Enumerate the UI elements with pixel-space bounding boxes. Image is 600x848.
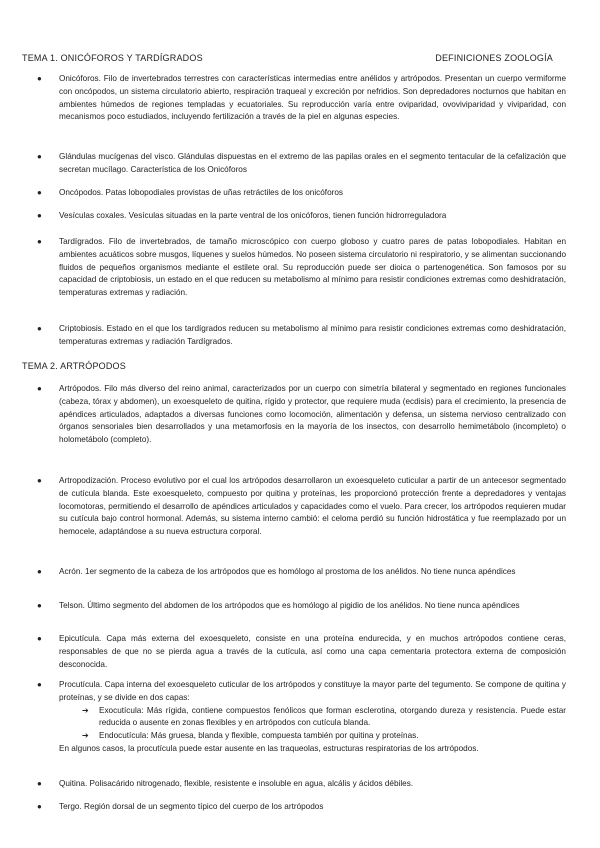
list-item [37,236,566,300]
bullet-icon: ● [37,152,42,161]
list-item [37,383,566,447]
bullet-icon: ● [37,601,42,610]
definition-text: Criptobiosis. Estado en el que los tardígrados reducen su metabolismo al mínimo para resistir condiciones extremas como deshidratación, temperaturas extremas y radiación Tardígrados. [59,324,566,346]
list-item [37,600,566,613]
definition-note: En algunos casos, la procutícula puede estar ausente en las traqueolas, estructuras respiratorias de los artrópodos. [59,743,479,753]
definition-text: Vesículas coxales. Vesículas situadas en la parte ventral de los onicóforos, tienen función hidrorreguladora [59,211,447,220]
bullet-icon: ● [37,567,42,576]
definition-text: Quitina. Polisacárido nitrogenado, flexible, resistente e insoluble en agua, alcális y ácidos débiles. [59,779,414,788]
definition-text: Artrópodos. Filo más diverso del reino animal, caracterizados por un cuerpo con simetría bilateral y segmentado en regiones funcionales (cabeza, tórax y abdomen), un exoesqueleto de quitina, rígido y protector, que requiere muda (ecdisis) para el crecimiento, la presencia de apéndices articulados, adaptados a diversas funciones como locomoción, alimentación y defensa, un sistema nervioso centralizado con órganos sensoriales bien desarrollados y una metamorfosis en la mayoría de los insectos, con desarrollo hemimetábolo (incompleto) o holometábolo (completo). [59,384,566,445]
definition-text: Tardígrados. Filo de invertebrados, de tamaño microscópico con cuerpo globoso y cuatro pares de patas lobopodiales. Habitan en ambientes acuáticos sobre musgos, líquenes y suelos húmedos. No poseen sistema circulatorio ni respiratorio, y se alimentan succionando fluidos de pequeños organismos mediante el estilete oral. Su reproducción puede ser dioica o partenogenética. Son famosos por su capacidad de criptobiosis, un estado en el que reducen su metabolismo al mínimo para resistir condiciones extremas como deshidratación, temperaturas extremas y radiación. [59,237,566,298]
definition-text: Tergo. Región dorsal de un segmento típico del cuerpo de los artrópodos [59,802,324,811]
bullet-icon: ● [37,476,42,485]
list-item [37,73,566,124]
list-item [37,566,566,579]
list-item [37,633,566,671]
header-topic: TEMA 1. ONICÓFOROS Y TARDÍGRADOS [22,53,203,63]
definition-text: Procutícula. Capa interna del exoesqueleto cuticular de los artrópodos y constituye la mayor parte del tegumento. Se compone de quitina y proteínas, y se divide en dos capas: [59,680,566,702]
definition-text: Oncópodos. Patas lobopodiales provistas de uñas retráctiles de los onicóforos [59,188,343,197]
list-item [37,323,566,349]
sub-list-item [82,730,566,743]
header-subject: DEFINICIONES ZOOLOGÍA [435,53,553,63]
definition-text: Telson. Último segmento del abdomen de los artrópodos que es homólogo al pigidio de los anélidos. No tiene nunca apéndices [59,601,520,610]
bullet-icon: ● [37,211,42,220]
list-item [37,801,566,814]
definition-text: Artropodización. Proceso evolutivo por el cual los artrópodos desarrollaron un exoesqueleto cuticular a partir de un antecesor segmentado de cutícula blanda. Este exoesqueleto, compuesto por quitina y proteínas, les proporcionó protección frente a depredadores y ventajas locomotoras, permitiendo el desarrollo de apéndices articulados y capacidades como el vuelo. Para crecer, los artrópodos requieren mudar su cutícula bajo control hormonal. Además, su sistema interno cambió: el celoma perdió su función hidrostática y fue reemplazado por un hemocele, adaptándose a su nueva estructura corporal. [59,476,566,537]
bullet-icon: ● [37,188,42,197]
bullet-icon: ● [37,680,42,689]
definition-text: Onicóforos. Filo de invertebrados terrestres con características intermedias entre anélidos y artrópodos. Presentan un cuerpo vermiforme con oncópodos, un sistema circulatorio abierto, respiración traqueal y excreción por nefridios. Son depredadores nocturnos que habitan en ambientes húmedos de regiones templadas y ecuatoriales. Su reproducción varía entre oviparidad, ovoviviparidad y viviparidad, con mecanismos poco estudiados, incluyendo fertilización a través de la piel en algunas especies. [59,74,566,122]
definition-text: Epicutícula. Capa más externa del exoesqueleto, consiste en una proteína endurecida, y en muchos artrópodos contiene ceras, responsables de que no se pierda agua a través de la cutícula, así como una capa cementaria protectora externa de composición desconocida. [59,634,566,669]
list-item-procuticula [37,679,566,756]
arrow-icon: ➔ [82,705,89,715]
bullet-icon: ● [37,384,42,393]
bullet-icon: ● [37,237,42,246]
list-item [37,187,566,200]
arrow-icon: ➔ [82,731,89,741]
bullet-icon: ● [37,634,42,643]
bullet-icon: ● [37,324,42,333]
list-item [37,778,566,791]
list-item [37,151,566,177]
definition-text: Glándulas mucígenas del visco. Glándulas dispuestas en el extremo de las papilas orales en el segmento tentacular de la cefalización que secretan mucílago. Característica de los Onicóforos [59,152,566,174]
bullet-icon: ● [37,802,42,811]
bullet-icon: ● [37,74,42,83]
section-title: TEMA 2. ARTRÓPODOS [22,361,126,371]
bullet-icon: ● [37,779,42,788]
list-item [37,475,566,539]
sub-list-item [82,705,566,731]
sub-definition-text: Exocutícula: Más rígida, contiene compuestos fenólicos que forman esclerotina, otorgando dureza y resistencia. Puede estar reducida o ausente en zonas flexibles y en artrópodos con cutícula blanda. [99,705,566,728]
list-item [37,210,566,223]
sub-definition-text: Endocutícula: Más gruesa, blanda y flexible, compuesta también por quitina y proteínas. [99,731,419,741]
definition-text: Acrón. 1er segmento de la cabeza de los artrópodos que es homólogo al prostoma de los anélidos. No tiene nunca apéndices [59,567,516,576]
